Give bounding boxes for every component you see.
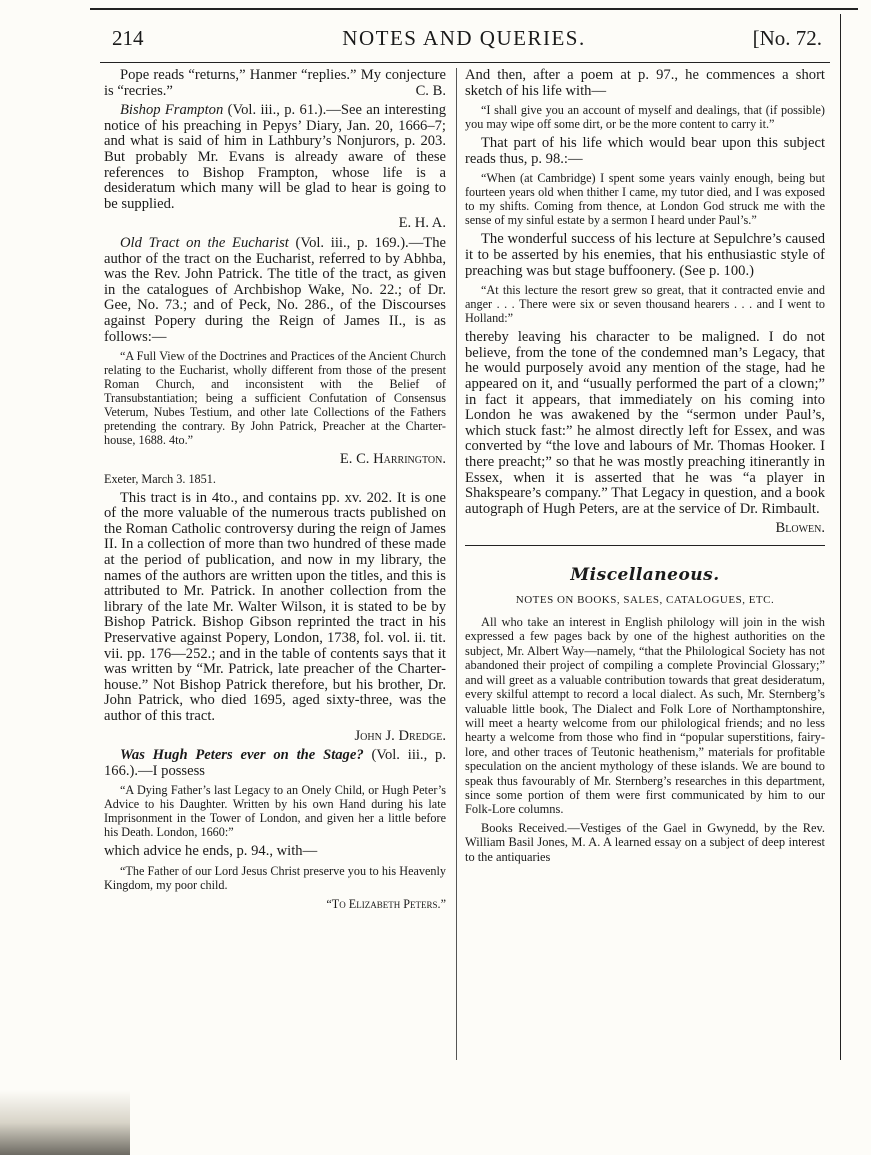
misc-paragraph-1: All who take an interest in English philology will join in the wish expressed a few pages back by one of the highest authorities on the subject, Mr. Albert Way—namely, “that the Philological Society has not abandoned their project of compiling a complete Provincial Glossary;” and will greet as a valuable contribution towards that great desideratum, every skilful attempt to record a local dialect. As such, Mr. Sternberg’s valuable little book, The Dialect and Folk Lore of Northamptonshire, will meet a hearty welcome from our philological friends; and no less hearty a welcome from those who find in “popular superstitions, fairy-lore, and other traces of Teutonic heathenism,” materials for profitable speculation on the ancient mythology of these islands. We are bound to speak thus favourably of Mr. Sternberg’s researches in this department, since some portion of them were first communicated by him to our Folk-Lore columns.: [465, 615, 825, 817]
left-p3: (Vol. iii., p. 169.).—The author of the tract on the Eucharist, referred to by Abhba, was the Rev. John Patrick. The title of the tract, as given in the catalogues of Archbishop Wake, No. 22.; of Dr. Gee, No. 73.; and of Peck, No. 286., of the Discourses against Popery during the Reign of James II., is as follows:—: [104, 234, 446, 345]
right-p4: thereby leaving his character to be maligned. I do not believe, from the tone of the condemned man’s Legacy, that he would purposely avoid any mention of the stage, had he appeared on it, and “usually performed the part of a clown;” in fact it appears, that immediately on his coming into London he was awakened by the “sermon under Paul’s, which stuck fast:” he almost directly left for Essex, and was converted by “the love and labours of Mr. Thomas Hooker. I there preacht;” so that he was mostly preaching itinerantly in Essex, when it is asserted that he was “a player in Shakspeare’s company.” That Legacy in question, and a book autograph of Hugh Peters, are at the service of Dr. Rimbault.: [465, 329, 825, 517]
left-p3-lead: Old Tract on the Eucharist: [120, 234, 289, 251]
section-title-miscellaneous: Miscellaneous.: [570, 564, 720, 585]
left-p1: Pope reads “returns,” Hanmer “replies.” My conjecture is “recries.”: [104, 67, 446, 99]
right-column: [465, 68, 825, 868]
page-bottom-margin: [0, 1060, 871, 1155]
left-quote-2: “A Dying Father’s last Legacy to an Onely Child, or Hugh Peter’s Advice to his Daughter. Written by his own Hand during his late Imprisonment in the Tower of London, and given her a little before his Death. London, 1660:”: [104, 783, 446, 840]
right-quote-3: “At this lecture the resort grew so great, that it contracted envie and anger . . . There were six or seven thousand hearers . . . and I went to Holland:”: [465, 283, 825, 326]
right-p1: And then, after a poem at p. 97., he commences a short sketch of his life with—: [465, 67, 825, 99]
header-rule: [100, 62, 830, 63]
misc-separator: [465, 545, 825, 546]
left-p5-lead: Was Hugh Peters ever on the Stage?: [120, 747, 364, 764]
right-p4-signature: Blowen.: [775, 520, 825, 537]
left-p4-signature: John J. Dredge.: [354, 727, 446, 744]
left-p5: (Vol. iii., p. 166.).—I possess: [104, 747, 446, 779]
right-p2: That part of his life which would bear upon this subject reads thus, p. 98.:—: [465, 135, 825, 167]
misc-paragraph-2: Books Received.—Vestiges of the Gael in Gwynedd, by the Rev. William Basil Jones, M. A. A learned essay on a subject of deep interest to the antiquaries: [465, 820, 825, 864]
column-divider: [456, 68, 457, 1068]
left-p2-lead: Bishop Frampton: [120, 102, 224, 119]
right-p3: The wonderful success of his lecture at Sepulchre’s caused it to be asserted by his enemies, that his enthusiastic style of preaching was but stage buffoonery. (See p. 100.): [465, 231, 825, 279]
left-dateline: Exeter, March 3. 1851.: [104, 471, 216, 486]
page-header: [100, 22, 828, 56]
left-quote-1: “A Full View of the Doctrines and Practices of the Ancient Church relating to the Eucharist, wholly different from those of the present Roman Church, and inconsistent with the Belief of Transubstantiation; being a sufficient Confutation of Consensus Veterum, Nubes Testium, and other late Collections of the Fathers pretending the contrary. By John Patrick, Preacher at the Charter-house, 1688. 4to.”: [104, 349, 446, 448]
page-number: 214: [112, 26, 144, 50]
left-p2-signature: E. H. A.: [398, 215, 446, 232]
left-p4: This tract is in 4to., and contains pp. xv. 202. It is one of the more valuable of the numerous tracts published on the Roman Catholic controversy during the reign of James II. In a collection of more than two hundred of these made at the period of publication, and now in my library, the names of the authors are written upon the titles, and this is attributed to Mr. Patrick. In another collection from the library of the late Mr. Walter Wilson, it is stated to be by Bishop Patrick. Bishop Gibson reprinted the tract in his Preservative against Popery, London, 1738, fol. vol. ii. tit. vii. pp. 176—252.; and in the table of contents says that it was written by “Mr. Patrick, late preacher of the Charter-house.” Not Bishop Patrick therefore, but his brother, Dr. John Patrick, who died 1695, aged sixty-three, was the author of this tract.: [104, 489, 446, 724]
book-spine-shadow: [0, 1090, 130, 1155]
right-quote-2: “When (at Cambridge) I spent some years vainly enough, being but fourteen years old when thither I came, my tutor died, and I was exposed to my shifts. Coming from thence, at London God struck me with the sense of my sinful estate by a sermon I heard under Paul’s.”: [465, 171, 825, 228]
left-quote-1-signature: E. C. Harrington.: [339, 451, 446, 468]
left-p2: (Vol. iii., p. 61.).—See an interesting notice of his preaching in Pepys’ Diary, Jan. 20, 1666–7; and what is said of him in Lathbury’s Nonjurors, p. 203. But probably Mr. Evans is already aware of these references to Bishop Frampton, whose life is a desideratum which many will be glad to hear is going to be supplied.: [104, 102, 446, 212]
left-column: [104, 68, 446, 916]
right-border: [840, 14, 841, 1070]
left-p6: which advice he ends, p. 94., with—: [104, 843, 318, 860]
left-quote-3-signature: “To Elizabeth Peters.”: [326, 896, 446, 911]
issue-number: [No. 72.: [752, 26, 822, 50]
right-quote-1: “I shall give you an account of myself and dealings, that (if possible) you may wipe off some dirt, or be the more content to carry it.”: [465, 103, 825, 132]
left-quote-3: “The Father of our Lord Jesus Christ preserve you to his Heavenly Kingdom, my poor child.: [104, 863, 446, 892]
left-p1-signature: C. B.: [415, 82, 446, 99]
page-title: NOTES AND QUERIES.: [342, 26, 586, 50]
section-subtitle: NOTES ON BOOKS, SALES, CATALOGUES, ETC.: [515, 594, 775, 607]
